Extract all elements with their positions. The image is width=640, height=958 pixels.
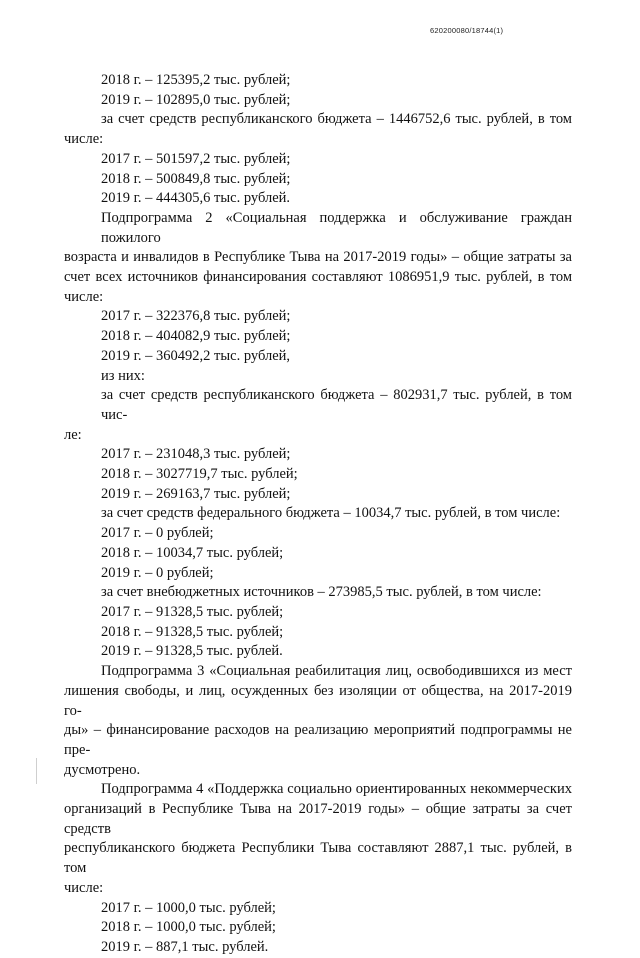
text-line: за счет средств республиканского бюджета – 1446752,6 тыс. рублей, в том bbox=[101, 111, 572, 128]
text-line: 2018 г. – 3027719,7 тыс. рублей; bbox=[101, 466, 298, 483]
text-line: 2018 г. – 404082,9 тыс. рублей; bbox=[101, 328, 291, 345]
text-line: 2018 г. – 500849,8 тыс. рублей; bbox=[101, 170, 291, 187]
text-line: 2017 г. – 0 рублей; bbox=[101, 525, 214, 542]
text-line: Подпрограмма 3 «Социальная реабилитация лиц, освободившихся из мест bbox=[101, 663, 572, 680]
text-line: лишения свободы, и лиц, осужденных без изоляции от общества, на 2017-2019 го- bbox=[64, 682, 572, 719]
text-line: дусмотрено. bbox=[64, 761, 141, 778]
document-body bbox=[64, 71, 572, 958]
text-line: числе: bbox=[64, 288, 104, 305]
text-line: 2019 г. – 91328,5 тыс. рублей. bbox=[101, 643, 283, 660]
text-line: 2017 г. – 501597,2 тыс. рублей; bbox=[101, 150, 291, 167]
text-line: за счет средств федерального бюджета – 10034,7 тыс. рублей, в том числе: bbox=[101, 505, 561, 522]
text-line: счет всех источников финансирования составляют 1086951,9 тыс. рублей, в том bbox=[64, 269, 572, 286]
text-line: 2018 г. – 91328,5 тыс. рублей; bbox=[101, 623, 284, 640]
text-line: ле: bbox=[64, 426, 82, 443]
text-line: числе: bbox=[64, 131, 104, 148]
text-line: 2017 г. – 91328,5 тыс. рублей; bbox=[101, 603, 284, 620]
text-line: ды» – финансирование расходов на реализацию мероприятий подпрограммы не пре- bbox=[64, 722, 572, 758]
document-id: 620200080/18744(1) bbox=[430, 26, 504, 35]
text-line: за счет средств республиканского бюджета – 802931,7 тыс. рублей, в том чис- bbox=[101, 387, 572, 423]
text-line: 2017 г. – 1000,0 тыс. рублей; bbox=[101, 899, 276, 916]
text-line: 2019 г. – 360492,2 тыс. рублей, bbox=[101, 347, 291, 364]
scan-mark bbox=[36, 758, 37, 784]
text-line: 2019 г. – 444305,6 тыс. рублей. bbox=[101, 190, 291, 207]
text-line: 2017 г. – 322376,8 тыс. рублей; bbox=[101, 308, 291, 325]
text-line: 2019 г. – 269163,7 тыс. рублей; bbox=[101, 485, 291, 502]
text-line: организаций в Республике Тыва на 2017-2019 годы» – общие затраты за счет средств bbox=[64, 801, 572, 837]
text-line: 2018 г. – 125395,2 тыс. рублей; bbox=[101, 72, 291, 88]
text-line: за счет внебюджетных источников – 273985,5 тыс. рублей, в том числе: bbox=[101, 584, 542, 601]
text-line: 2017 г. – 231048,3 тыс. рублей; bbox=[101, 446, 291, 463]
text-line: 2019 г. – 102895,0 тыс. рублей; bbox=[101, 91, 291, 108]
text-line: 2018 г. – 10034,7 тыс. рублей; bbox=[101, 544, 284, 561]
text-line: 2019 г. – 0 рублей; bbox=[101, 564, 214, 581]
text-line: возраста и инвалидов в Республике Тыва на 2017-2019 годы» – общие затраты за bbox=[64, 249, 572, 266]
text-line: республиканского бюджета Республики Тыва составляют 2887,1 тыс. рублей, в том bbox=[64, 840, 572, 877]
text-line: Подпрограмма 2 «Социальная поддержка и обслуживание граждан пожилого bbox=[101, 209, 572, 246]
text-line: 2018 г. – 1000,0 тыс. рублей; bbox=[101, 919, 276, 936]
text-line: числе: bbox=[64, 879, 104, 896]
text-line: Подпрограмма 4 «Поддержка социально ориентированных некоммерческих bbox=[101, 781, 572, 798]
text-line: 2019 г. – 887,1 тыс. рублей. bbox=[101, 938, 269, 955]
text-line: из них: bbox=[101, 367, 145, 384]
